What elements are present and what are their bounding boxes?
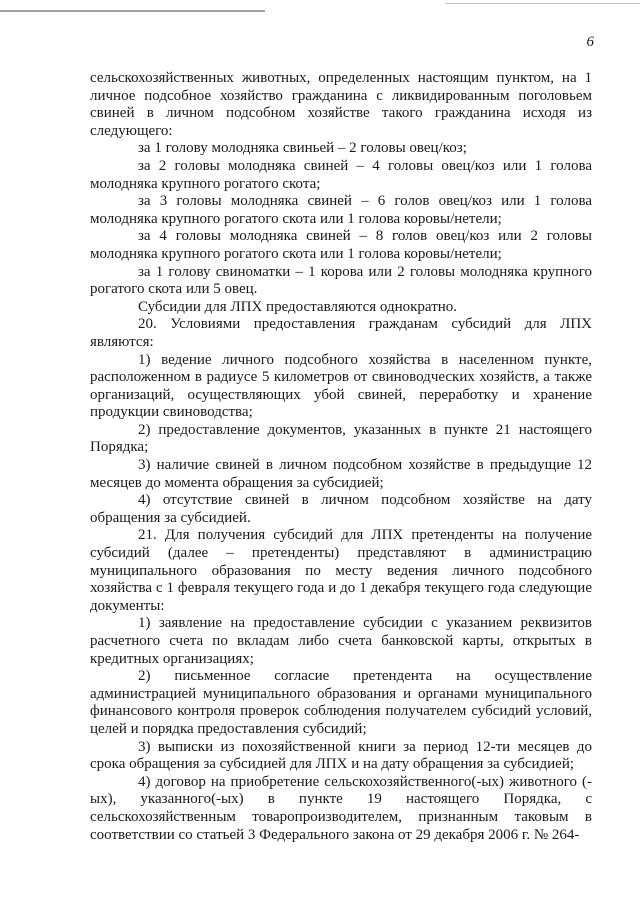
- scan-artifact-line: [0, 10, 265, 12]
- paragraph: 3) наличие свиней в личном подсобном хозяйстве в предыдущие 12 месяцев до момента обращения за субсидией;: [90, 457, 592, 491]
- paragraph: 2) предоставление документов, указанных в пункте 21 настоящего Порядка;: [90, 421, 592, 456]
- paragraph: 21. Для получения субсидий для ЛПХ претенденты на получение субсидий (далее – претенденты) представляют в администрацию муниципального образования по месту ведения личного подсобного хозяйства с 1 февраля текущего года и до 1 декабря текущего года следующие документы:: [90, 527, 592, 614]
- paragraph: за 3 головы молодняка свиней – 6 голов овец/коз или 1 голова молодняка крупного рогатого скота или 1 голова коровы/нетели;: [90, 193, 592, 227]
- paragraph: 2) письменное согласие претендента на осуществление администрацией муниципального образования и органами муниципального финансового контроля проверок соблюдения получателем субсидий условий, целей и порядка предоставления субсидий;: [90, 668, 592, 737]
- document-body: [90, 70, 592, 844]
- paragraph: 20. Условиями предоставления гражданам субсидий для ЛПХ являются:: [90, 316, 592, 350]
- paragraph: 1) ведение личного подсобного хозяйства в населенном пункте, расположенном в радиусе 5 километров от свиноводческих хозяйств, а также организаций, осуществляющих убой свиней, переработку и хранение продукции свиноводства;: [90, 351, 592, 421]
- paragraph: 3) выписки из похозяйственной книги за период 12-ти месяцев до срока обращения за субсидией для ЛПХ и на дату обращения за субсидией;: [90, 738, 592, 773]
- paragraph: за 1 голову молодняка свиньей – 2 головы овец/коз;: [138, 140, 467, 157]
- paragraph: за 1 голову свиноматки – 1 корова или 2 головы молодняка крупного рогатого скота или 5 овец.: [90, 263, 592, 298]
- paragraph: 4) договор на приобретение сельскохозяйственного(-ых) животного (-ых), указанного(-ых) в пункте 19 настоящего Порядка, с сельскохозяйственным товаропроизводителем, признанным таковым в соответствии со статьей 3 Федерального закона от 29 декабря 2006 г. № 264-: [90, 773, 592, 843]
- paragraph: за 2 головы молодняка свиней – 4 головы овец/коз или 1 голова молодняка крупного рогатого скота;: [90, 157, 592, 192]
- paragraph: 1) заявление на предоставление субсидии с указанием реквизитов расчетного счета по вкладам либо счета банковской карты, открытых в кредитных организациях;: [90, 615, 592, 667]
- paragraph: сельскохозяйственных животных, определенных настоящим пунктом, на 1 личное подсобное хозяйство гражданина с ликвидированным поголовьем свиней в личном подсобном хозяйстве такого гражданина исходя из следующего:: [90, 70, 592, 139]
- paragraph: за 4 головы молодняка свиней – 8 голов овец/коз или 2 головы молодняка крупного рогатого скота или 1 голова коровы/нетели;: [90, 228, 592, 262]
- scan-artifact-line: [445, 3, 640, 4]
- page-number: 6: [586, 34, 594, 50]
- paragraph: Субсидии для ЛПХ предоставляются однократно.: [138, 298, 458, 315]
- paragraph: 4) отсутствие свиней в личном подсобном хозяйстве на дату обращения за субсидией.: [90, 492, 592, 526]
